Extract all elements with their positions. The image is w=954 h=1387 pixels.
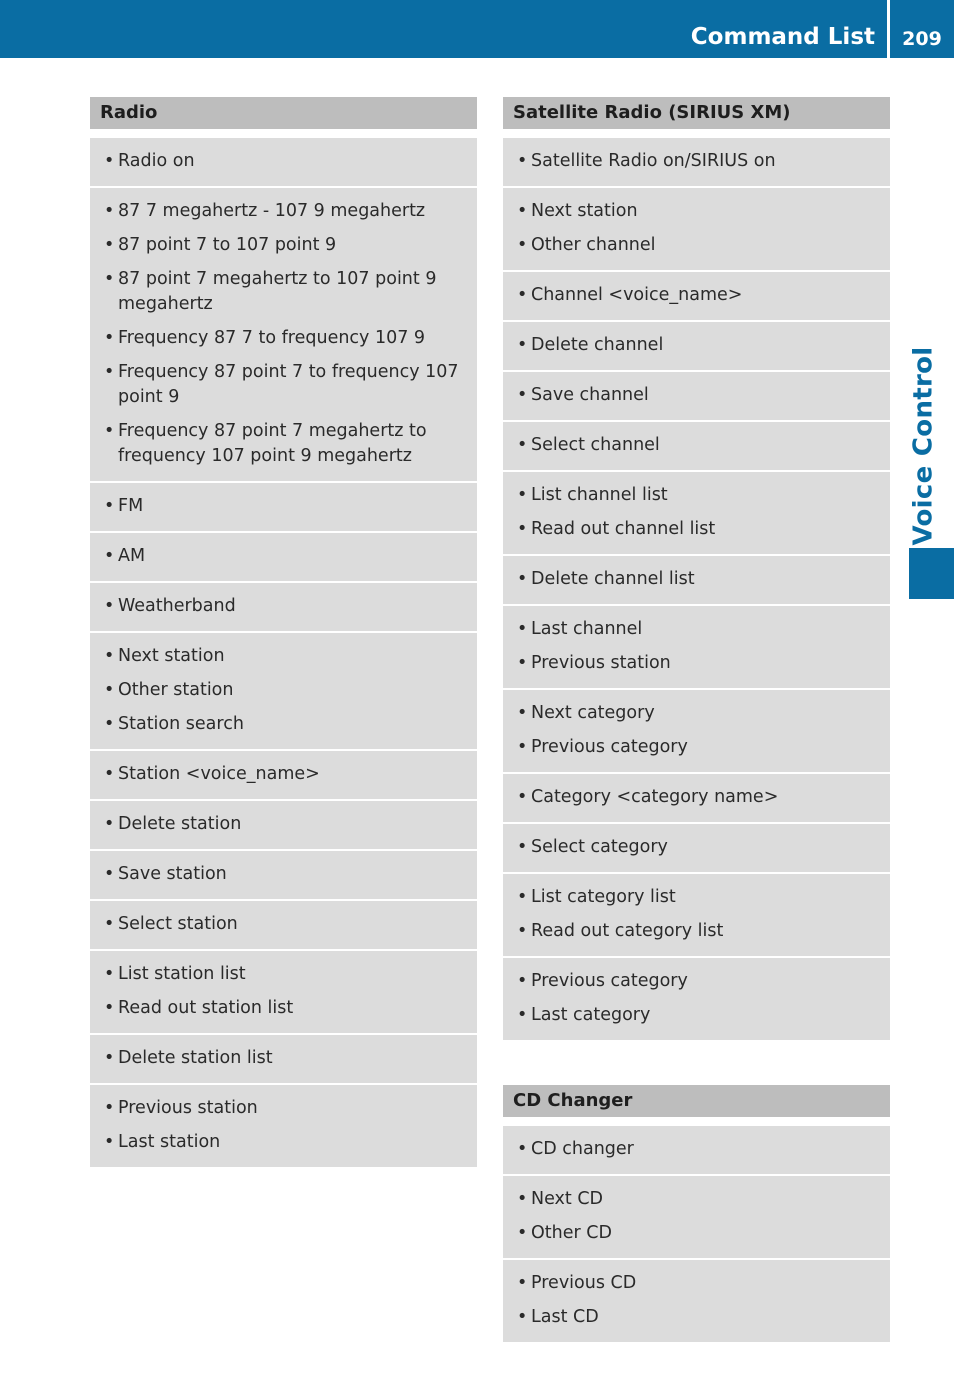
command-item: • FM — [104, 490, 463, 524]
command-item: • Frequency 87 point 7 to frequency 107 point 9 — [104, 356, 463, 415]
side-chapter-tab — [909, 548, 954, 599]
command-group — [503, 372, 890, 422]
command-group — [90, 901, 477, 951]
command-groups — [503, 1126, 890, 1342]
command-item: • Station search — [104, 708, 463, 742]
command-group — [503, 874, 890, 958]
command-item: • Next station — [517, 195, 876, 229]
command-item: • Next category — [517, 697, 876, 731]
command-item: • Satellite Radio on/SIRIUS on — [517, 145, 876, 179]
command-item: • Select station — [104, 908, 463, 942]
command-group — [503, 472, 890, 556]
header-bar — [0, 0, 954, 58]
section-header: CD Changer — [503, 1085, 890, 1117]
command-item: • Previous station — [517, 647, 876, 681]
command-item: • 87 7 megahertz - 107 9 megahertz — [104, 195, 463, 229]
command-item: • Station <voice_name> — [104, 758, 463, 792]
command-group — [503, 690, 890, 774]
command-item: • Delete station list — [104, 1042, 463, 1076]
command-item: • Delete channel — [517, 329, 876, 363]
command-item: • Channel <voice_name> — [517, 279, 876, 313]
command-item: • Save station — [104, 858, 463, 892]
command-group — [503, 272, 890, 322]
command-item: • AM — [104, 540, 463, 574]
command-group — [503, 138, 890, 188]
command-groups — [503, 138, 890, 1040]
command-group — [90, 633, 477, 751]
command-item: • CD changer — [517, 1133, 876, 1167]
command-item: • Read out station list — [104, 992, 463, 1026]
command-item: • Last channel — [517, 613, 876, 647]
command-item: • Next CD — [517, 1183, 876, 1217]
command-group — [90, 751, 477, 801]
command-group — [503, 774, 890, 824]
command-item: • Read out category list — [517, 915, 876, 949]
command-group — [503, 188, 890, 272]
command-group — [503, 1176, 890, 1260]
side-chapter-label — [908, 346, 939, 546]
command-item: • Select category — [517, 831, 876, 865]
command-item: • Weatherband — [104, 590, 463, 624]
command-item: • Previous category — [517, 965, 876, 999]
section-radio — [90, 97, 477, 1167]
command-group — [90, 483, 477, 533]
command-group — [90, 583, 477, 633]
side-chapter-text: Voice Control — [908, 346, 939, 546]
command-group — [503, 606, 890, 690]
section-satellite-radio-sirius-xm — [503, 97, 890, 1040]
section-header: Radio — [90, 97, 477, 129]
command-item: • Frequency 87 point 7 megahertz to frequency 107 point 9 megahertz — [104, 415, 463, 474]
command-item: • 87 point 7 megahertz to 107 point 9 megahertz — [104, 263, 463, 322]
command-item: • Previous station — [104, 1092, 463, 1126]
command-group — [503, 1126, 890, 1176]
command-group — [503, 322, 890, 372]
command-group — [90, 951, 477, 1035]
section-cd-changer — [503, 1085, 890, 1342]
page-number: 209 — [902, 28, 942, 50]
page-section-title: Command List — [690, 24, 875, 50]
command-group — [90, 138, 477, 188]
command-item: • Radio on — [104, 145, 463, 179]
command-item: • List channel list — [517, 479, 876, 513]
command-item: • Read out channel list — [517, 513, 876, 547]
command-item: • 87 point 7 to 107 point 9 — [104, 229, 463, 263]
command-item: • Frequency 87 7 to frequency 107 9 — [104, 322, 463, 356]
command-item: • Save channel — [517, 379, 876, 413]
command-group — [90, 533, 477, 583]
command-group — [503, 1260, 890, 1342]
command-group — [90, 801, 477, 851]
command-group — [503, 824, 890, 874]
command-group — [90, 1035, 477, 1085]
command-item: • Other station — [104, 674, 463, 708]
command-item: • Delete station — [104, 808, 463, 842]
left-column — [90, 97, 477, 1212]
command-item: • Next station — [104, 640, 463, 674]
command-item: • Last category — [517, 999, 876, 1033]
command-item: • Other channel — [517, 229, 876, 263]
command-item: • Other CD — [517, 1217, 876, 1251]
command-group — [503, 422, 890, 472]
command-group — [503, 958, 890, 1040]
right-column — [503, 97, 890, 1387]
command-item: • Previous category — [517, 731, 876, 765]
command-item: • Previous CD — [517, 1267, 876, 1301]
command-group — [503, 556, 890, 606]
command-group — [90, 1085, 477, 1167]
command-item: • List category list — [517, 881, 876, 915]
command-item: • Last station — [104, 1126, 463, 1160]
command-item: • Delete channel list — [517, 563, 876, 597]
section-header: Satellite Radio (SIRIUS XM) — [503, 97, 890, 129]
command-item: • Select channel — [517, 429, 876, 463]
command-item: • Category <category name> — [517, 781, 876, 815]
command-group — [90, 851, 477, 901]
command-group — [90, 188, 477, 483]
command-item: • List station list — [104, 958, 463, 992]
command-item: • Last CD — [517, 1301, 876, 1335]
command-groups — [90, 138, 477, 1167]
